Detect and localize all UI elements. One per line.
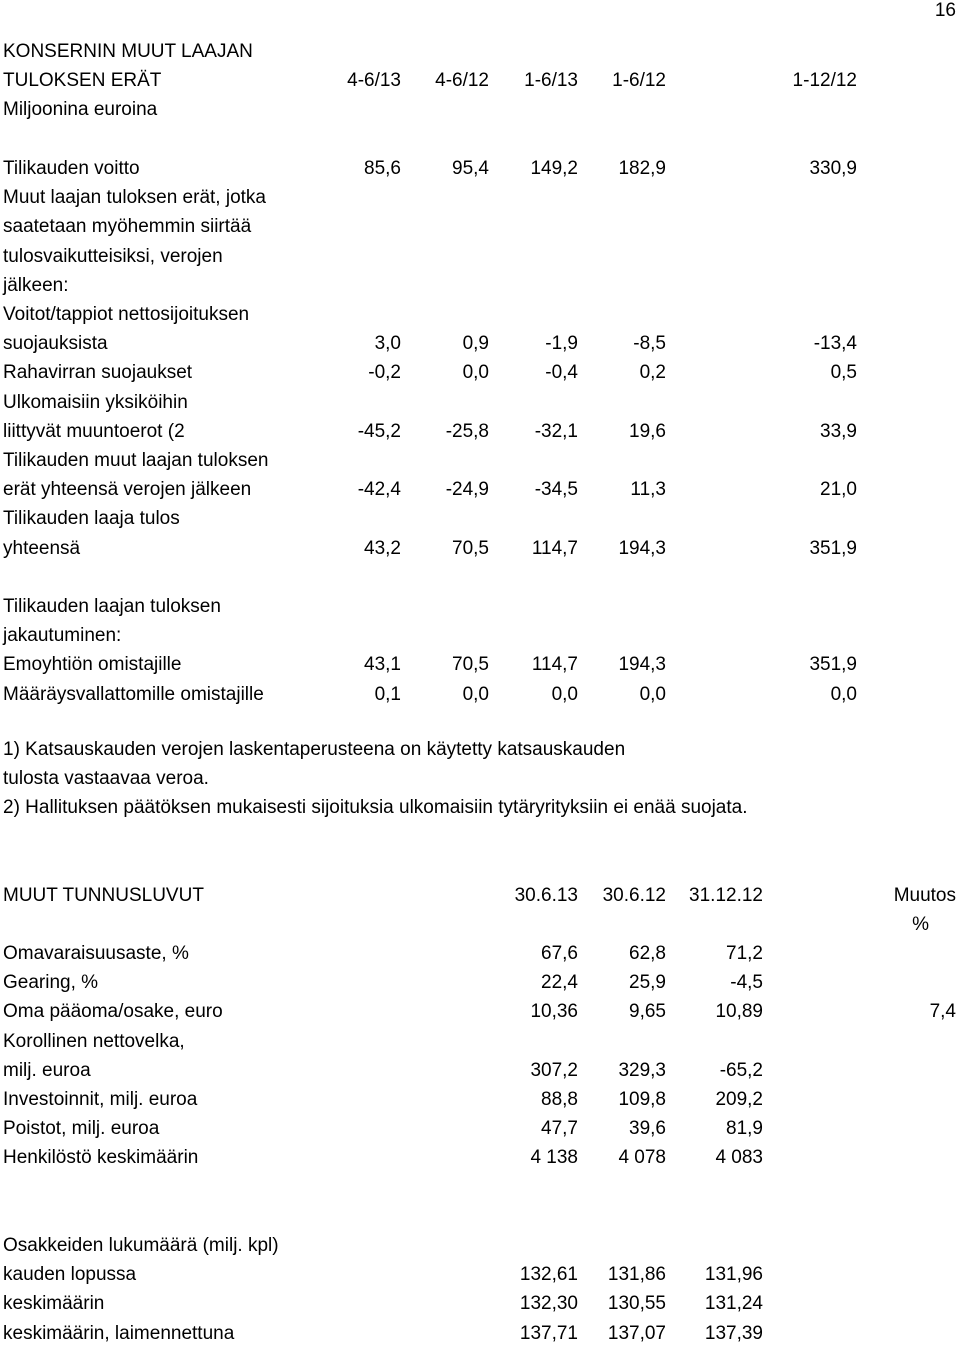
cell-value: -45,2 — [357, 420, 401, 442]
column-header: 31.12.12 — [689, 885, 763, 906]
cell-value: 194,3 — [618, 654, 666, 676]
cell-value: 10,89 — [715, 1001, 763, 1023]
section-title: TULOKSEN ERÄT — [3, 70, 162, 92]
cell-value: 0,1 — [374, 683, 401, 705]
row-label: Investoinnit, milj. euroa — [3, 1089, 198, 1110]
row-label: Emoyhtiön omistajille — [3, 654, 182, 676]
column-header: 30.6.13 — [514, 885, 578, 906]
row-label: Rahavirran suojaukset — [3, 362, 193, 384]
cell-value: 137,39 — [704, 1322, 763, 1344]
row-label: Gearing, % — [3, 972, 99, 994]
cell-value: 109,8 — [618, 1089, 666, 1110]
column-header: 1-6/12 — [612, 70, 666, 91]
cell-value: 4 078 — [618, 1147, 666, 1169]
cell-value: 0,0 — [551, 683, 578, 705]
cell-value: 114,7 — [531, 654, 578, 676]
row-label: Tilikauden laaja tulos — [3, 508, 180, 530]
section-title: KONSERNIN MUUT LAAJAN — [3, 41, 253, 62]
cell-value: 137,07 — [607, 1322, 666, 1344]
cell-value: 131,96 — [704, 1264, 763, 1286]
cell-value: 130,55 — [607, 1293, 666, 1315]
cell-value: 0,5 — [830, 362, 857, 384]
cell-value: 95,4 — [452, 158, 489, 179]
cell-value: -65,2 — [719, 1059, 763, 1081]
row-label: keskimäärin, laimennettuna — [3, 1322, 235, 1344]
footnote: tulosta vastaavaa veroa. — [3, 768, 209, 790]
cell-value: -24,9 — [445, 479, 489, 501]
distribution-heading: Tilikauden laajan tuloksen — [3, 596, 221, 617]
cell-value: 11,3 — [630, 479, 666, 501]
cell-value: 70,5 — [452, 654, 489, 676]
column-header: 1-6/13 — [524, 70, 578, 91]
cell-value: 307,2 — [530, 1059, 578, 1081]
cell-value: 10,36 — [530, 1001, 578, 1023]
row-label: Tilikauden muut laajan tuloksen — [3, 450, 269, 471]
cell-value: 85,6 — [364, 158, 401, 179]
row-label: Voitot/tappiot nettosijoituksen — [3, 304, 250, 325]
cell-value: 3,0 — [374, 333, 401, 355]
row-label: jälkeen: — [3, 274, 69, 296]
section-title: Miljoonina euroina — [3, 99, 158, 121]
cell-value: -0,2 — [368, 362, 401, 384]
cell-value: -32,1 — [534, 420, 578, 442]
cell-value: 194,3 — [618, 537, 666, 559]
cell-value: 4 138 — [530, 1147, 578, 1169]
cell-value: 0,2 — [639, 362, 666, 384]
column-header: 4-6/13 — [347, 70, 401, 91]
cell-value: 43,1 — [364, 654, 401, 676]
cell-value: -13,4 — [813, 333, 857, 355]
row-label: Poistot, milj. euroa — [3, 1118, 160, 1140]
column-header: 30.6.12 — [602, 885, 666, 906]
column-header: Muutos — [893, 885, 956, 906]
cell-value: 47,7 — [541, 1118, 578, 1140]
row-label: liittyvät muuntoerot (2 — [3, 420, 185, 442]
cell-value: 9,65 — [629, 1001, 666, 1023]
cell-value: 149,2 — [530, 158, 578, 179]
cell-value: 114,7 — [531, 537, 578, 559]
cell-value: 67,6 — [541, 943, 578, 964]
cell-value: 0,9 — [462, 333, 489, 355]
cell-value: -0,4 — [545, 362, 578, 384]
row-label: keskimäärin — [3, 1293, 105, 1315]
cell-value: 25,9 — [629, 972, 666, 994]
cell-value: 81,9 — [726, 1118, 763, 1140]
cell-value: 39,6 — [629, 1118, 666, 1140]
cell-value: 88,8 — [541, 1089, 578, 1110]
distribution-heading: jakautuminen: — [3, 625, 122, 647]
cell-value: 21,0 — [820, 479, 857, 501]
cell-value: -4,5 — [730, 972, 763, 994]
cell-value: 0,0 — [830, 683, 857, 705]
row-label: Muut laajan tuloksen erät, jotka — [3, 187, 266, 209]
cell-value: 70,5 — [452, 537, 489, 559]
cell-value: 22,4 — [541, 972, 578, 994]
row-label: Tilikauden voitto — [3, 158, 140, 179]
cell-value: -34,5 — [534, 479, 578, 501]
cell-value: -1,9 — [545, 333, 578, 355]
cell-value: 351,9 — [809, 654, 857, 676]
cell-value: -25,8 — [445, 420, 489, 442]
cell-value: 132,61 — [519, 1264, 578, 1286]
cell-value: 62,8 — [629, 943, 666, 964]
cell-value: 132,30 — [519, 1293, 578, 1315]
row-label: Oma pääoma/osake, euro — [3, 1001, 223, 1023]
cell-value: -8,5 — [633, 333, 666, 355]
row-label: Korollinen nettovelka, — [3, 1030, 185, 1052]
cell-value: 4 083 — [715, 1147, 763, 1169]
row-label: Henkilöstö keskimäärin — [3, 1147, 199, 1169]
row-label: Määräysvallattomille omistajille — [3, 683, 264, 705]
cell-value: 209,2 — [715, 1089, 763, 1110]
column-header: 4-6/12 — [435, 70, 489, 91]
row-label: saatetaan myöhemmin siirtää — [3, 216, 252, 238]
cell-value: 43,2 — [364, 537, 401, 559]
row-label: milj. euroa — [3, 1059, 91, 1081]
row-label: erät yhteensä verojen jälkeen — [3, 479, 252, 501]
cell-value: 351,9 — [809, 537, 857, 559]
change-value: 7,4 — [929, 1001, 956, 1023]
cell-value: 0,0 — [462, 683, 489, 705]
cell-value: -42,4 — [357, 479, 401, 501]
cell-value: 0,0 — [462, 362, 489, 384]
cell-value: 330,9 — [809, 158, 857, 179]
cell-value: 71,2 — [726, 943, 763, 964]
column-header: 1-12/12 — [792, 70, 857, 91]
row-label: Omavaraisuusaste, % — [3, 943, 189, 964]
cell-value: 19,6 — [629, 420, 666, 442]
footnote: 2) Hallituksen päätöksen mukaisesti sijoituksia ulkomaisiin tytäryrityksiin ei enää suojata. — [3, 797, 748, 819]
row-label: Ulkomaisiin yksiköihin — [3, 391, 188, 413]
cell-value: 131,86 — [607, 1264, 666, 1286]
column-header: % — [912, 914, 929, 936]
row-label: yhteensä — [3, 537, 81, 559]
section-title: Osakkeiden lukumäärä (milj. kpl) — [3, 1235, 279, 1256]
cell-value: 137,71 — [519, 1322, 578, 1344]
section-title: MUUT TUNNUSLUVUT — [3, 885, 204, 906]
cell-value: 0,0 — [639, 683, 666, 705]
cell-value: 329,3 — [618, 1059, 666, 1081]
cell-value: 131,24 — [704, 1293, 763, 1315]
row-label: tulosvaikutteisiksi, verojen — [3, 245, 223, 267]
cell-value: 33,9 — [820, 420, 857, 442]
footnote: 1) Katsauskauden verojen laskentaperusteena on käytetty katsauskauden — [3, 739, 626, 760]
row-label: suojauksista — [3, 333, 108, 355]
cell-value: 182,9 — [618, 158, 666, 179]
row-label: kauden lopussa — [3, 1264, 137, 1286]
page-number: 16 — [934, 0, 956, 21]
